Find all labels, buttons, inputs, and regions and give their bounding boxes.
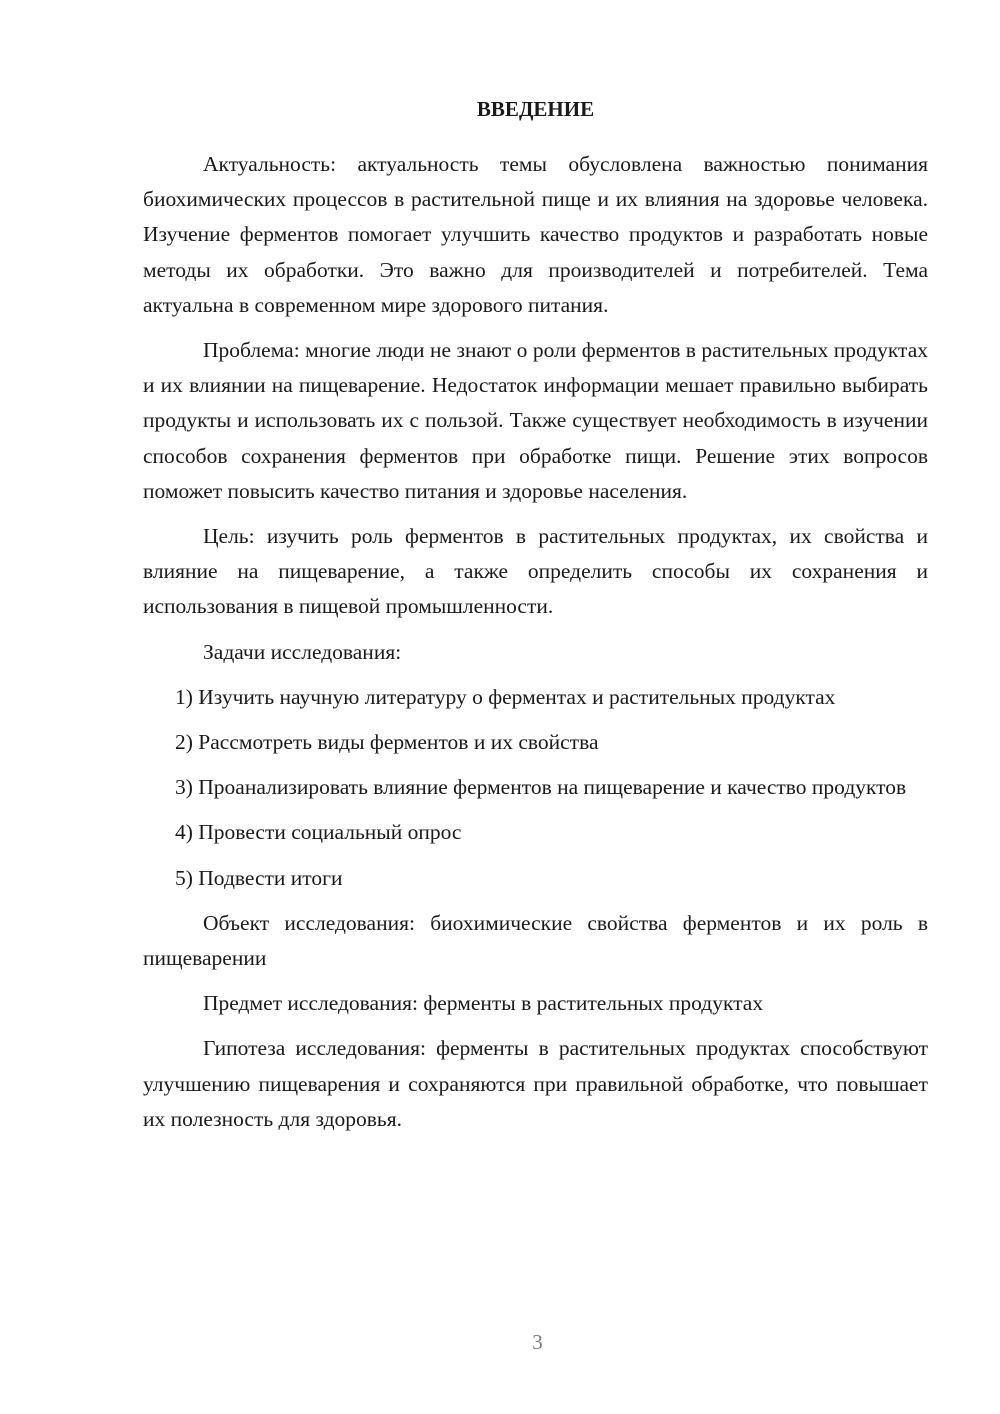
task-item-4: 4) Провести социальный опрос <box>175 820 462 845</box>
relevance-paragraph: Актуальность: актуальность темы обусловлена важностью понимания биохимических процессов в растительной пище и их влияния на здоровье человека. Изучение ферментов помогает улучшить качество продуктов и разработать новые методы их обработки. Это важно для производителей и потребителей. Тема актуальна в современном мире здорового питания. <box>143 152 928 317</box>
task-item-1: 1) Изучить научную литературу о ферментах и растительных продуктах <box>175 684 836 709</box>
tasks-heading: Задачи исследования: <box>203 639 402 664</box>
task-item-3: 3) Проанализировать влияние ферментов на пищеварение и качество продуктов <box>175 775 907 800</box>
hypothesis-paragraph: Гипотеза исследования: ферменты в растительных продуктах способствуют улучшению пищеварения и сохраняются при правильной обработке, что повышает их полезность для здоровья. <box>143 1036 928 1131</box>
document-page <box>143 92 928 1147</box>
problem-paragraph: Проблема: многие люди не знают о роли ферментов в растительных продуктах и их влиянии на пищеварение. Недостаток информации мешает правильно выбирать продукты и использовать их с пользой. Также существует необходимость в изучении способов сохранения ферментов при обработке пищи. Решение этих вопросов поможет повысить качество питания и здоровье населения. <box>143 338 928 503</box>
object-paragraph: Объект исследования: биохимические свойства ферментов и их роль в пищеварении <box>143 910 928 971</box>
goal-paragraph: Цель: изучить роль ферментов в растительных продуктах, их свойства и влияние на пищеварение, а также определить способы их сохранения и использования в пищевой промышленности. <box>143 524 928 619</box>
page-number: 3 <box>532 1330 543 1354</box>
task-item-5: 5) Подвести итоги <box>175 865 343 890</box>
page-title: ВВЕДЕНИЕ <box>476 97 595 121</box>
subject-paragraph: Предмет исследования: ферменты в растительных продуктах <box>203 991 764 1016</box>
task-item-2: 2) Рассмотреть виды ферментов и их свойства <box>175 730 599 755</box>
